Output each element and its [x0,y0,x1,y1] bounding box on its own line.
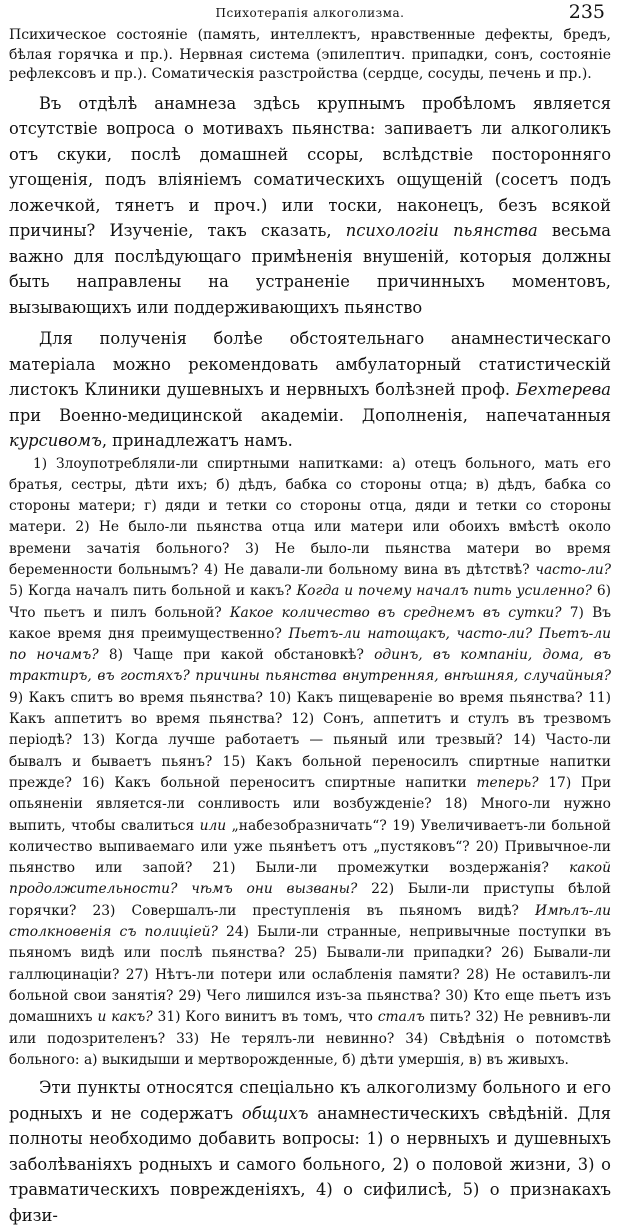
italic-addition: Какое количество въ среднемъ въ сутки? [229,604,562,621]
paragraph-additional-questions [9,1075,611,1228]
italic-addition: и какъ? [97,1009,153,1026]
text-run: Въ отдѣлѣ анамнеза здѣсь крупнымъ пробѣломъ является отсутствіе вопроса о мотивахъ пьянства: запиваетъ ли алкоголикъ отъ скуки, послѣ домашней ссоры, вслѣдствіе посторонняго угощенія, подъ вліяніемъ соматическихъ ощущеній (сосетъ подъ ложечкой, тянетъ и проч.) или тоски, наконецъ, безъ всякой причины? Изученіе, такъ сказать, [9,93,611,240]
text-run: 9) Какъ спитъ во время пьянства? 10) Какъ пищевареніе во время пьянства? 11) Какъ аппетитъ во время пьянства? 12) Сонъ, аппетитъ и стулъ въ трезвомъ періодѣ? 13) Когда лучше работаетъ — пьяный или трезвый? 14) Часто-ли бывалъ и бываетъ пьянъ? 15) Какъ больной переносилъ спиртные напитки прежде? 16) Какъ больной переноситъ спиртные напитки [9,689,611,791]
paragraph-questionnaire-intro [9,326,611,454]
text-run: при Военно-медицинской академіи. Дополненія, напечатанныя [9,405,611,425]
text-run: 24) Были-ли странные, непривычные поступки въ пьяномъ видѣ или послѣ пьянства? 25) Бывали-ли припадки? 26) Бывали-ли галлюцинаціи? 27) Нѣтъ-ли потери или ослабленія памяти? 28) Не оставилъ-ли больной свои занятія? 29) Чего лишился изъ-за пьянства? 30) Кто еще пьетъ изъ домашнихъ [9,924,612,1026]
italic-term: курсивомъ [9,431,102,450]
italic-addition: часто-ли? [535,561,612,578]
text-run: „набезобразничать“? 19) Увеличиваетъ-ли больной количество выпиваемаго или уже пьянѣетъ отъ „пустяковъ“? 20) Привычное-ли пьянство или запой? 21) Были-ли промежутки воздержанія? [9,817,611,877]
text-run: 1) Злоупотребляли-ли спиртными напитками: а) отецъ больного, мать его братья, сестры, дѣти ихъ; б) дѣдъ, бабка со стороны отца; в) дѣдъ, бабка со стороны матери; г) дяди и тетки со стороны отца, дяди и тетки со стороны матери. 2) Не было-ли пьянства отца или матери или обоихъ вмѣстѣ около времени зачатія больного? 3) Не было-ли пьянства матери во время беременности больнымъ? 4) Не давали-ли больному вина въ дѣтствѣ? [9,455,611,578]
paragraph-status-list: Психическое состояніе (память, интеллектъ, нравственные дефекты, бредъ, бѣлая горячка и пр.). Нервная система (эпилептич. припадки, сонъ, состояніе рефлексовъ и пр.). Соматическія разстройства (сердце, сосуды, печень и пр.). [9,27,611,82]
italic-name: Бехтерева [515,380,611,399]
italic-addition: одинъ, въ компаніи, дома, въ трактиръ, въ гостяхъ? причины пьянства внутренняя, внѣшняя, случайныя? [9,647,612,685]
text-run: 22) Были-ли приступы бѣлой горячки? 23) Совершалъ-ли преступленія въ пьяномъ видѣ? [9,881,611,919]
text-run: 17) При опьяненіи является-ли сонливость или возбужденіе? 18) Много-ли нужно выпить, чтобы свалиться [9,774,612,834]
italic-addition: Имѣлъ-ли столкновенія съ полиціей? [9,902,611,941]
text-run: пить? 32) Не ревнивъ-ли или подозрителенъ? 33) Не терялъ-ли невинно? 34) Свѣдѣнія о потомствѣ больного: а) выкидыши и мертворожденные, б) дѣти умершія, в) въ живыхъ. [9,1009,611,1068]
italic-addition: Пьетъ-ли натощакъ, часто-ли? Пьетъ-ли по ночамъ? [9,625,612,664]
page-number: 235 [568,1,605,23]
paragraph-questionnaire [9,454,611,1072]
paragraph-anamnesis-gap [9,91,611,321]
italic-addition: сталъ [377,1009,425,1026]
italic-term: психологіи пьянства [345,221,538,240]
italic-addition: или [199,817,227,834]
text-run: Для полученія болѣе обстоятельнаго анамнестическаго матеріала можно рекомендовать амбулаторный статистическій листокъ Клиники душевныхъ и нервныхъ болѣзней проф. [9,329,611,399]
text-run: анамнестическихъ свѣдѣній. Для полноты необходимо добавить вопросы: 1) о нервныхъ и душевныхъ заболѣваніяхъ родныхъ и самого больного, 2) о половой жизни, 3) о травматическихъ поврежденіяхъ, 4) о сифилисѣ, 5) о признакахъ физи- [9,1103,611,1225]
text-run: , принадлежатъ намъ. [101,431,293,450]
text-run: 6) Что пьетъ и пилъ больной? [9,583,611,621]
italic-addition: теперь? [476,774,539,791]
italic-addition: Когда и почему началъ пить усиленно? [296,583,592,600]
text-run: 5) Когда началъ пить больной и какъ? [9,583,292,600]
text-run: весьма важно для послѣдующаго примѣненія внушеній, которыя должны быть направлены на устраненіе причинныхъ моментовъ, вызывающихъ или поддерживающихъ пьянство [9,221,611,317]
text-run: 31) Кого винитъ въ томъ, что [157,1009,373,1026]
text-run: 7) Въ какое время дня преимущественно? [9,604,611,642]
running-title: Психотерапія алкоголизма. [215,6,405,20]
text-run: Эти пункты относятся спеціально къ алкоголизму больного и его родныхъ и не содержатъ [9,1078,611,1123]
page-header [9,0,611,26]
italic-term: общихъ [241,1103,309,1123]
italic-addition: какой продолжительности? чѣмъ они вызваны? [9,860,611,898]
text-run: 8) Чаще при какой обстановкѣ? [108,647,364,664]
